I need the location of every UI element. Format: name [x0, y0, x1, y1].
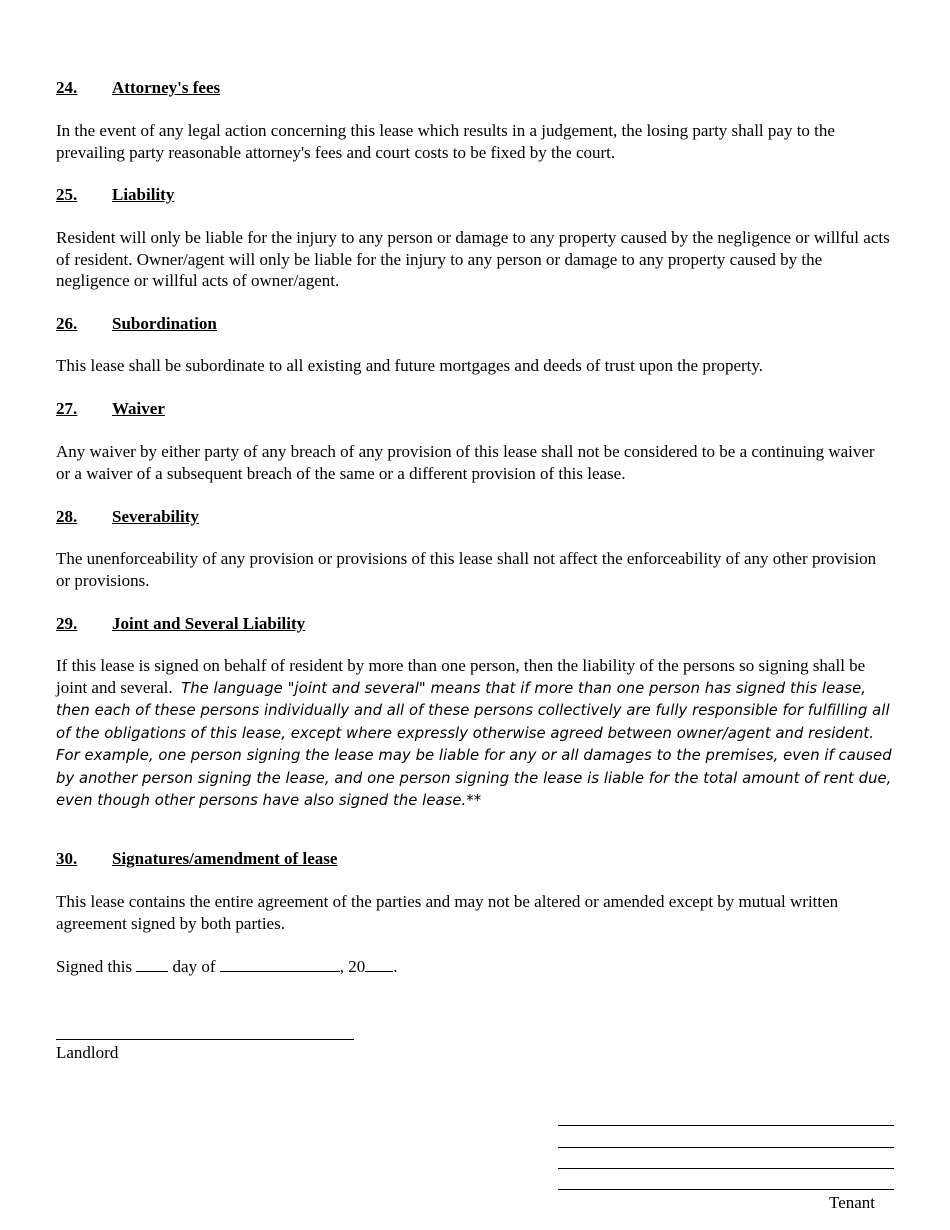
section-29-text: [56, 655, 892, 812]
section-26-heading: [56, 313, 217, 335]
section-number: 30.: [56, 849, 78, 868]
signed-prefix: Signed this: [56, 957, 133, 976]
section-number: 29.: [56, 614, 78, 633]
section-title: Joint and Several Liability: [112, 614, 306, 633]
day-blank[interactable]: [136, 955, 168, 972]
tenant-label: Tenant: [829, 1193, 876, 1212]
year-prefix: , 20: [339, 957, 366, 976]
section-number: 28.: [56, 507, 78, 526]
section-24-heading: [56, 77, 220, 99]
section-title: Signatures/amendment of lease: [112, 849, 338, 868]
section-29-italic-text: The language "joint and several" means that if more than one person has signed this lease, then each of these persons individually and all of these persons collectively are fully responsible for fulfilling all of the obligations of this lease, except where expressly otherwise agreed between owner/agent and resident. For example, one person signing the lease may be liable for any or all damages to the premises, even if caused by another person signing the lease, and one person signing the lease is liable for the total amount of rent due, even though other persons have also signed the lease.**: [56, 679, 892, 809]
landlord-signature-line[interactable]: [56, 1039, 354, 1040]
section-24-text: In the event of any legal action concerning this lease which results in a judgement, the losing party shall pay to the prevailing party reasonable attorney's fees and court costs to be fixed by the court.: [56, 121, 835, 162]
section-title: Subordination: [112, 314, 217, 333]
section-25-heading: [56, 184, 174, 206]
section-25-text: Resident will only be liable for the injury to any person or damage to any property caused by the negligence or willful acts of resident. Owner/agent will only be liable for the injury to any person or damage to any property caused by the negligence or willful acts of owner/agent.: [56, 228, 890, 290]
section-title: Liability: [112, 185, 175, 204]
section-title: Attorney's fees: [112, 78, 221, 97]
section-30-heading: [56, 848, 337, 870]
section-number: 26.: [56, 314, 78, 333]
section-27-heading: [56, 398, 165, 420]
section-28-text: The unenforceability of any provision or provisions of this lease shall not affect the enforceability of any other provision or provisions.: [56, 549, 877, 590]
month-blank[interactable]: [220, 955, 340, 972]
tenant-signature-line[interactable]: [558, 1189, 894, 1190]
section-29-heading: [56, 613, 305, 635]
section-27-text: Any waiver by either party of any breach of any provision of this lease shall not be considered to be a continuing waiver or a waiver of a subsequent breach of the same or a different provision of this lease.: [56, 442, 875, 483]
tenant-signature-line[interactable]: [558, 1125, 894, 1126]
section-30-text: This lease contains the entire agreement of the parties and may not be altered or amended except by mutual written agreement signed by both parties.: [56, 892, 839, 933]
section-28-heading: [56, 506, 199, 528]
day-of-text: day of: [172, 957, 216, 976]
tenant-signature-line[interactable]: [558, 1147, 894, 1148]
tenant-signature-line[interactable]: [558, 1168, 894, 1169]
section-26-text: This lease shall be subordinate to all existing and future mortgages and deeds of trust upon the property.: [56, 356, 764, 375]
section-number: 24.: [56, 78, 78, 97]
section-title: Severability: [112, 507, 199, 526]
signed-date-line: [56, 955, 398, 977]
section-number: 27.: [56, 399, 78, 418]
section-title: Waiver: [112, 399, 165, 418]
landlord-label: Landlord: [56, 1043, 119, 1062]
section-29-plain-text: If this lease is signed on behalf of resident by more than one person, then the liability of the persons so signing shall be joint and several.: [56, 656, 866, 697]
section-number: 25.: [56, 185, 78, 204]
year-blank[interactable]: [365, 955, 393, 972]
signed-end: .: [393, 957, 398, 976]
